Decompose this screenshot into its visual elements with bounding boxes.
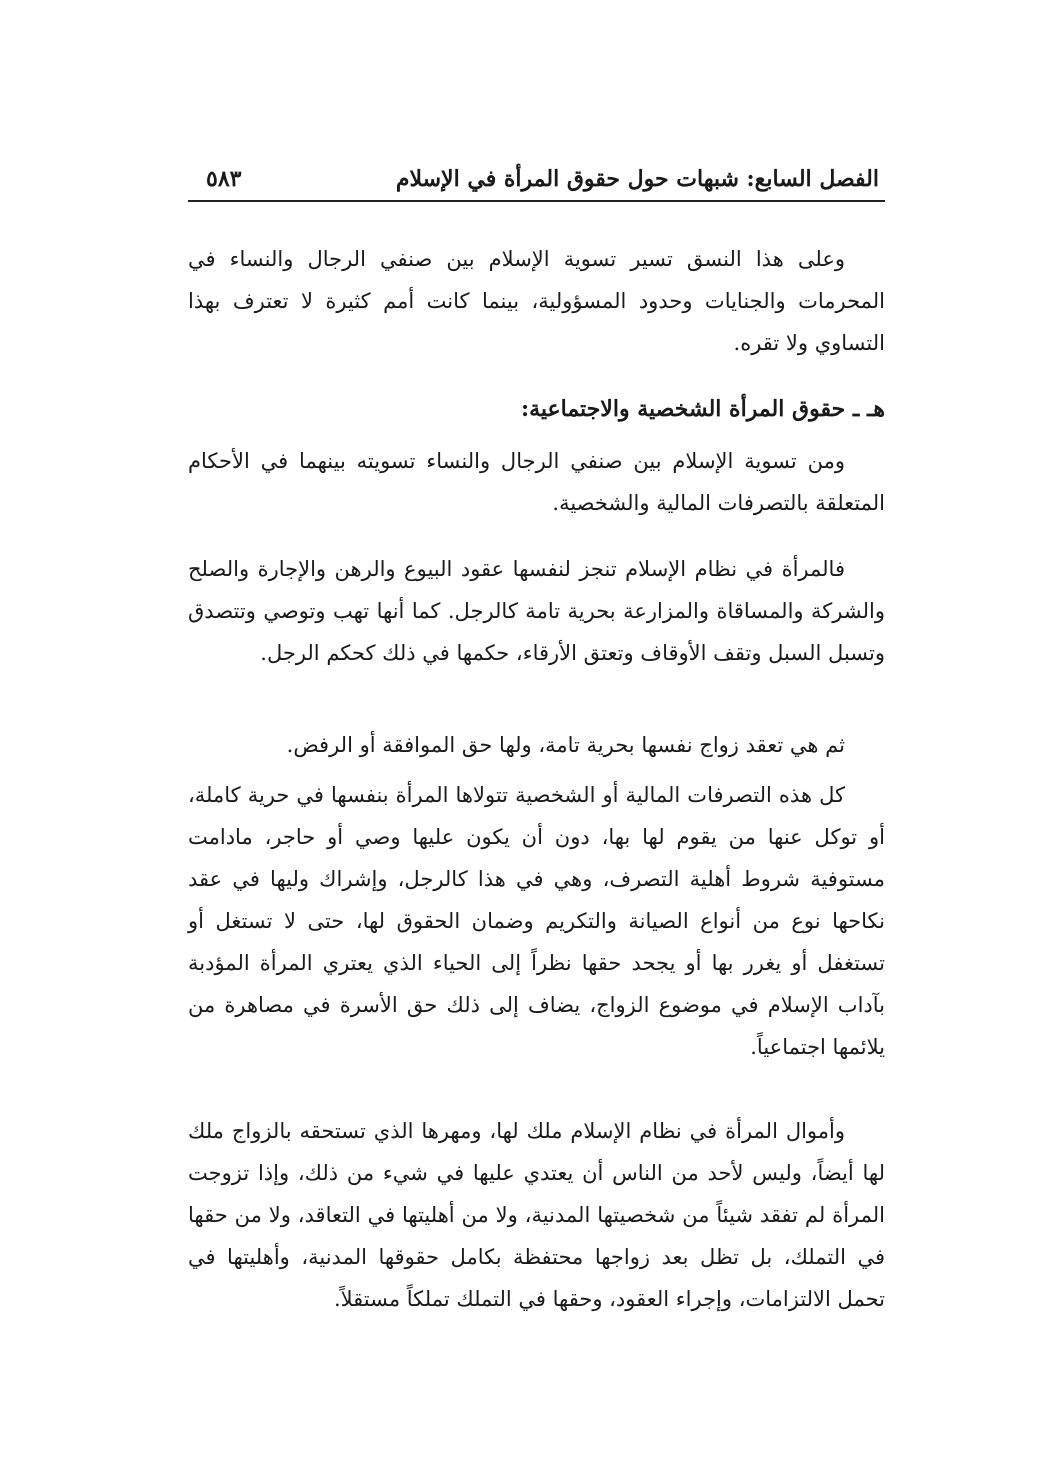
paragraph-5: كل هذه التصرفات المالية أو الشخصية تتولاها المرأة بنفسها في حرية كاملة، أو توكل عنها من يقوم لها بها، دون أن يكون عليها وصي أو حاجر، مادامت مستوفية شروط أهلية التصرف، وهي في هذا كالرجل، وإشراك وليها في عقد نكاحها نوع من أنواع الصيانة والتكريم وضمان الحقوق لها، حتى لا تستغل أو تستغفل أو يغرر بها أو يجحد حقها نظراً إلى الحياء الذي يعتري المرأة المؤدبة بآداب الإسلام في موضوع الزواج، يضاف إلى ذلك حق الأسرة في مصاهرة من يلائمها اجتماعياً. [188, 783, 885, 1059]
page-number: ٥٨٣ [206, 166, 242, 192]
page-header [188, 160, 885, 202]
paragraph-4: ثم هي تعقد زواج نفسها بحرية تامة، ولها حق الموافقة أو الرفض. [286, 733, 845, 757]
section-heading: هـ ـ حقوق المرأة الشخصية والاجتماعية: [520, 396, 885, 422]
running-title: الفصل السابع: شبهات حول حقوق المرأة في الإسلام [395, 166, 879, 192]
paragraph-6: وأموال المرأة في نظام الإسلام ملك لها، ومهرها الذي تستحقه بالزواج ملك لها أيضاً، وليس لأحد من الناس أن يعتدي عليها في شيء من ذلك، وإذا تزوجت المرأة لم تفقد شيئاً من شخصيتها المدنية، ولا من أهليتها في التعاقد، ولا من حقها في التملك، بل تظل بعد زواجها محتفظة بكامل حقوقها المدنية، وأهليتها في تحمل الالتزامات، وإجراء العقود، وحقها في التملك تملكاً مستقلاً. [188, 1119, 885, 1311]
paragraph-2: ومن تسوية الإسلام بين صنفي الرجال والنساء تسويته بينهما في الأحكام المتعلقة بالتصرفات المالية والشخصية. [188, 449, 885, 515]
paragraph-3: فالمرأة في نظام الإسلام تنجز لنفسها عقود البيوع والرهن والإجارة والصلح والشركة والمساقاة والمزارعة بحرية تامة كالرجل. كما أنها تهب وتوصي وتتصدق وتسبل السبل وتقف الأوقاف وتعتق الأرقاء، حكمها في ذلك كحكم الرجل. [188, 557, 885, 665]
paragraph-1: وعلى هذا النسق تسير تسوية الإسلام بين صنفي الرجال والنساء في المحرمات والجنايات وحدود المسؤولية، بينما كانت أمم كثيرة لا تعترف بهذا التساوي ولا تقره. [188, 247, 885, 355]
